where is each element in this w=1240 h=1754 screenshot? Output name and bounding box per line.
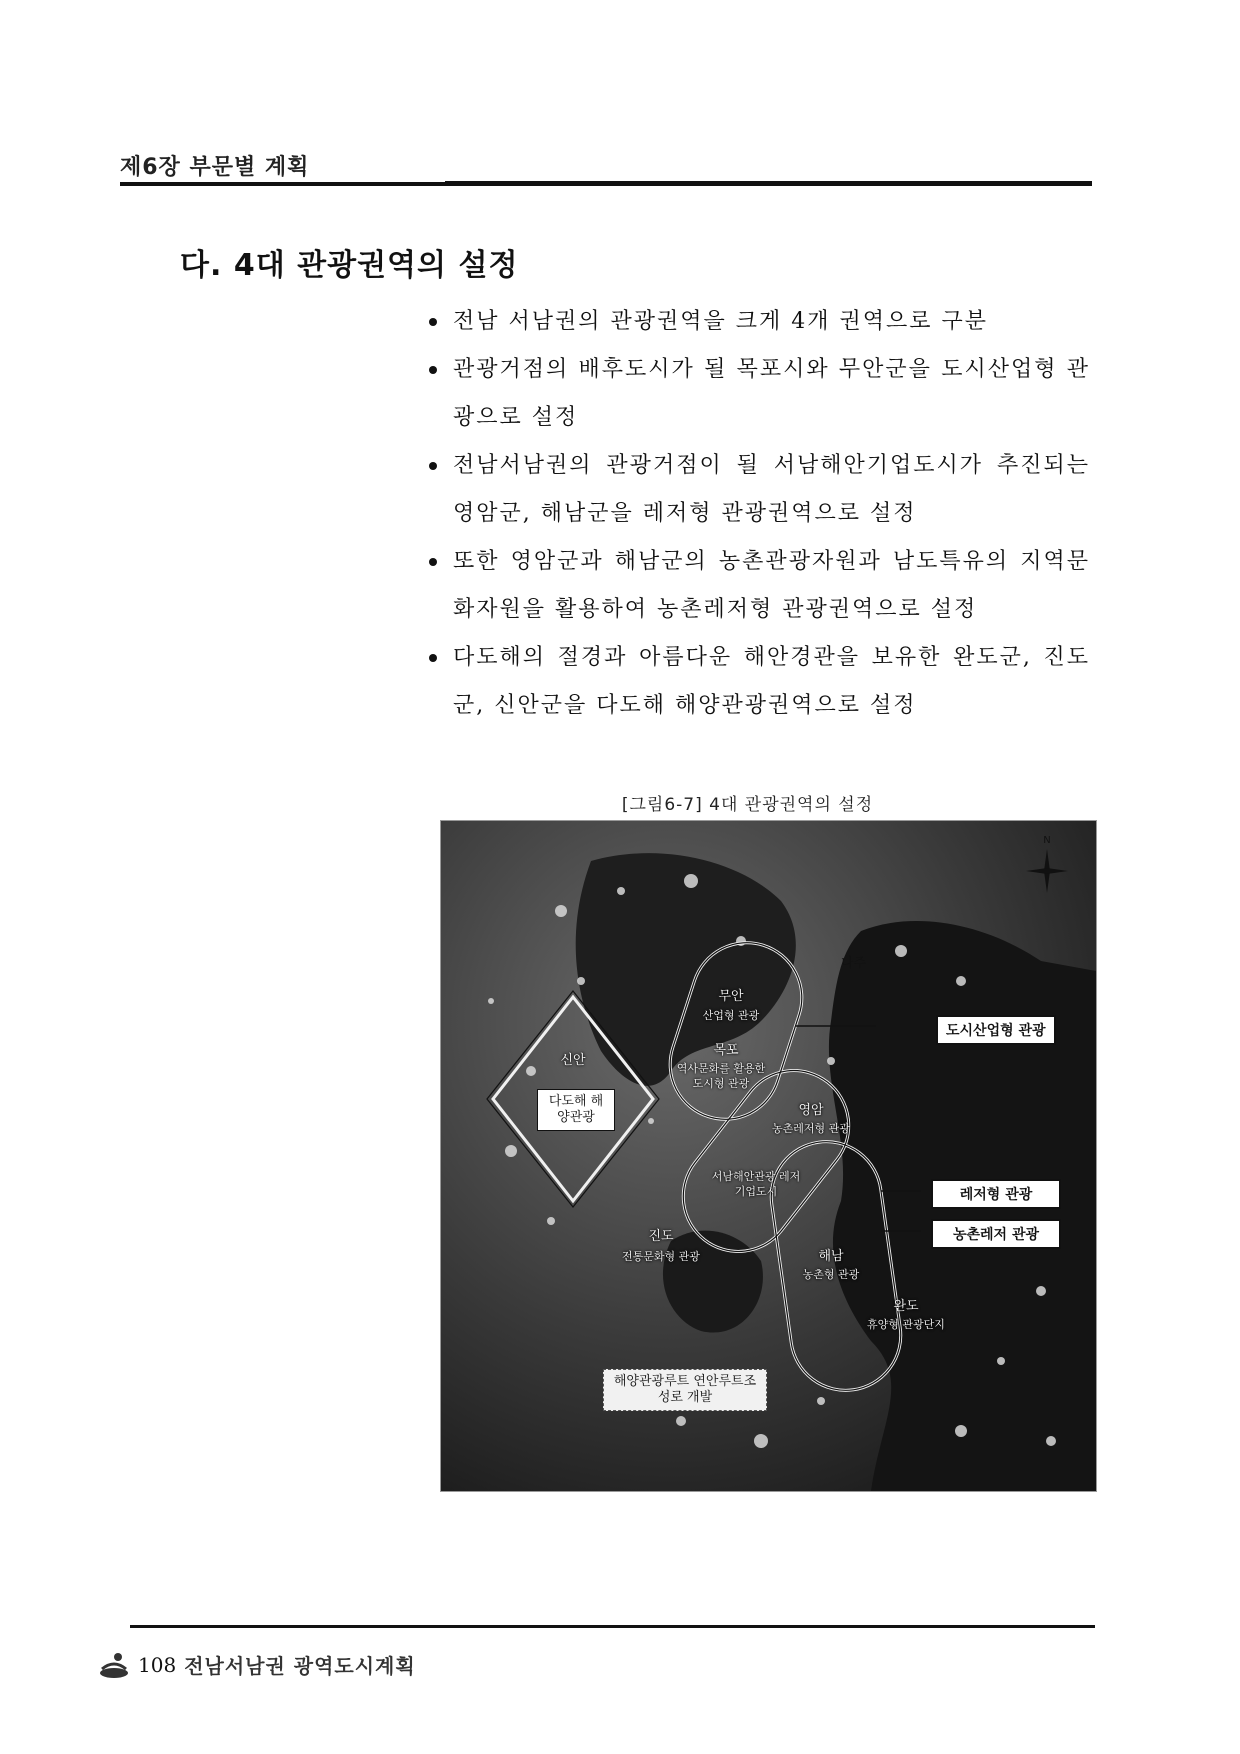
section-title: 다. 4대 관광권역의 설정 bbox=[180, 248, 519, 283]
label-wando: 완도 bbox=[893, 1299, 919, 1314]
label-sinan: 신안 bbox=[560, 1053, 586, 1068]
label-yeongam: 영암 bbox=[798, 1103, 824, 1118]
label-jindo-sub: 전통문화형 관광 bbox=[622, 1250, 700, 1263]
label-yeongam-sub: 농촌레저형 관광 bbox=[772, 1122, 850, 1135]
callout-rural-leisure: 농촌레저 관광 bbox=[931, 1219, 1061, 1249]
tourism-zone-map bbox=[440, 820, 1097, 1492]
figure-caption: [그림6-7] 4대 관광권역의 설정 bbox=[621, 795, 874, 815]
label-muan-sub: 산업형 관광 bbox=[702, 1009, 760, 1022]
bullet-item: 전남서남권의 관광거점이 될 서남해안기업도시가 추진되는 영암군, 해남군을 레저형 관광권역으로 설정 bbox=[425, 442, 1090, 538]
compass-north-label: N bbox=[1043, 835, 1051, 846]
label-enterprise-city: 서남해안관광 레저 기업도시 bbox=[711, 1170, 801, 1198]
label-haenam-sub: 농촌형 관광 bbox=[802, 1268, 860, 1281]
label-naju: 나주 bbox=[841, 956, 867, 971]
page-footer bbox=[98, 1650, 416, 1679]
label-jindo: 진도 bbox=[648, 1229, 674, 1244]
page-number: 108 bbox=[138, 1652, 177, 1677]
label-muan: 무안 bbox=[718, 989, 744, 1004]
label-wando-sub: 휴양형 관광단지 bbox=[867, 1318, 945, 1331]
header-rule bbox=[120, 182, 1092, 186]
bullet-list bbox=[425, 298, 1090, 730]
chapter-header: 제6장 부문별 계획 bbox=[120, 155, 310, 180]
book-logo-icon bbox=[98, 1651, 130, 1679]
bullet-item: 관광거점의 배후도시가 될 목포시와 무안군을 도시산업형 관광으로 설정 bbox=[425, 346, 1090, 442]
label-mokpo-sub: 역사문화를 활용한 도시형 관광 bbox=[676, 1062, 766, 1090]
compass-rose-icon bbox=[1022, 831, 1072, 901]
bullet-item: 다도해의 절경과 아름다운 해안경관을 보유한 완도군, 진도군, 신안군을 다도해 해양관광권역으로 설정 bbox=[425, 634, 1090, 730]
bullet-item: 또한 영암군과 해남군의 농촌관광자원과 남도특유의 지역문화자원을 활용하여 농촌레저형 관광권역으로 설정 bbox=[425, 538, 1090, 634]
footer-title: 전남서남권 광역도시계획 bbox=[184, 1654, 416, 1678]
satellite-map-image bbox=[441, 821, 1096, 1491]
label-haenam: 해남 bbox=[818, 1249, 844, 1264]
bullet-item: 전남 서남권의 관광권역을 크게 4개 권역으로 구분 bbox=[425, 298, 1090, 346]
header-rule-thin bbox=[445, 181, 1092, 182]
label-dadohae: 다도해 해양관광 bbox=[537, 1089, 615, 1131]
callout-urban-industrial: 도시산업형 관광 bbox=[936, 1015, 1056, 1045]
label-marine-route: 해양관광루트 연안루트조성로 개발 bbox=[603, 1369, 767, 1411]
callout-leisure: 레저형 관광 bbox=[931, 1179, 1061, 1209]
label-mokpo: 목포 bbox=[713, 1043, 739, 1058]
footer-rule bbox=[130, 1625, 1095, 1628]
